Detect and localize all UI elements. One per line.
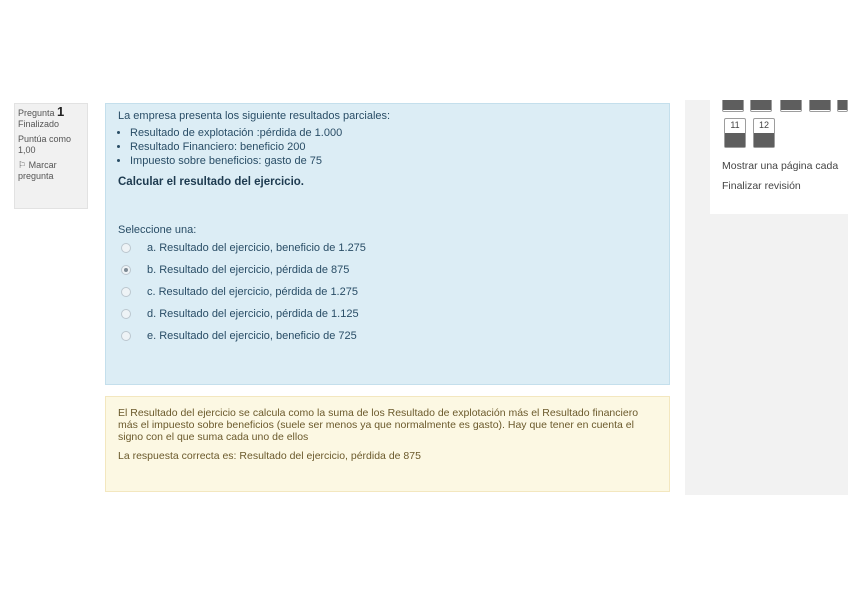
answer-option-label: d. Resultado del ejercicio, pérdida de 1.125	[147, 307, 359, 320]
radio-button[interactable]	[121, 243, 131, 253]
flag-question-label: Marcar pregunta	[18, 160, 57, 181]
question-nav-button[interactable]	[809, 100, 831, 112]
select-one-label: Seleccione una:	[118, 224, 197, 236]
nav-button-number: 12	[758, 120, 769, 130]
question-nav-button-11[interactable]	[724, 118, 746, 148]
question-items-list	[118, 126, 657, 168]
list-item: • Impuesto sobre beneficios: gasto de 75	[130, 154, 657, 168]
nav-button-number: 11	[730, 120, 740, 130]
answer-option-label: a. Resultado del ejercicio, beneficio de 1.275	[147, 241, 366, 254]
question-state: Finalizado	[18, 119, 60, 129]
answer-option-b[interactable]	[118, 259, 657, 280]
answer-option-d[interactable]	[118, 303, 657, 324]
question-number	[18, 106, 84, 119]
radio-button[interactable]	[121, 287, 131, 297]
show-one-page-link[interactable]: Mostrar una página cada	[722, 160, 839, 172]
question-info-panel	[14, 103, 88, 209]
radio-button[interactable]	[121, 309, 131, 319]
question-text-box	[105, 103, 670, 385]
question-nav-button[interactable]	[750, 100, 772, 112]
right-answer: La respuesta correcta es: Resultado del ejercicio, pérdida de 875	[118, 450, 421, 462]
answer-option-label: c. Resultado del ejercicio, pérdida de 1.275	[147, 285, 358, 298]
radio-button[interactable]	[121, 331, 131, 341]
question-nav-button[interactable]	[837, 100, 848, 112]
question-nav-button[interactable]	[780, 100, 802, 112]
general-feedback: El Resultado del ejercicio se calcula como la suma de los Resultado de explotación más el Resultado financiero más el impuesto sobre beneficios (suele ser menos ya que normalmente es gasto). Hay que tener en cuenta el signo con el que suma cada uno de ellos	[118, 407, 639, 443]
question-label: Pregunta	[18, 108, 55, 118]
answer-option-a[interactable]	[118, 237, 657, 258]
question-nav-button[interactable]	[722, 100, 744, 112]
question-number-value: 1	[57, 104, 65, 119]
list-item: • Resultado Financiero: beneficio 200	[130, 140, 657, 154]
question-prompt: Calcular el resultado del ejercicio.	[118, 176, 304, 188]
list-item: • Resultado de explotación :pérdida de 1.000	[130, 126, 657, 140]
answer-option-label: e. Resultado del ejercicio, beneficio de 725	[147, 329, 357, 342]
answer-option-e[interactable]	[118, 325, 657, 346]
flag-icon: ⚐	[18, 160, 27, 170]
question-nav-button-12[interactable]	[753, 118, 775, 148]
answer-options	[118, 237, 657, 346]
feedback-box	[105, 396, 670, 492]
answer-option-c[interactable]	[118, 281, 657, 302]
radio-button-selected[interactable]	[121, 265, 131, 275]
answer-option-label: b. Resultado del ejercicio, pérdida de 875	[147, 263, 350, 276]
question-grade: Puntúa como 1,00	[18, 134, 72, 155]
flag-question-link[interactable]	[18, 160, 84, 182]
finish-review-link[interactable]: Finalizar revisión	[722, 180, 801, 192]
question-intro: La empresa presenta los siguiente resultados parciales:	[118, 110, 391, 122]
